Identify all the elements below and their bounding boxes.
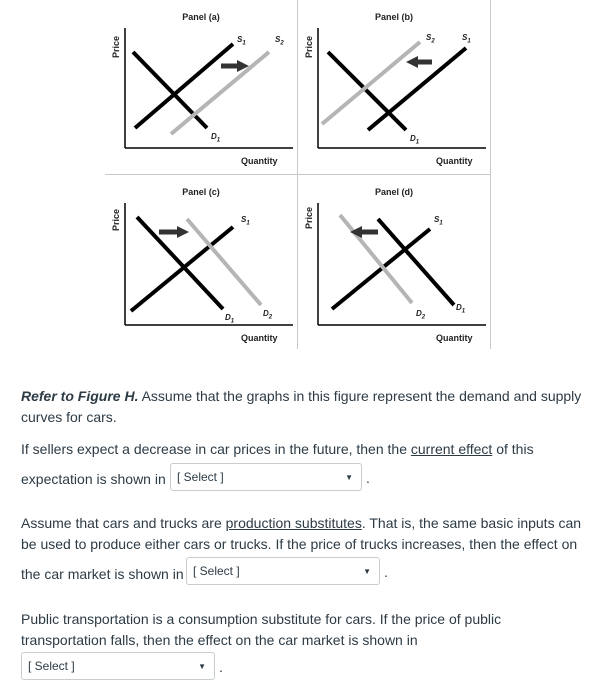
panel-d [298, 175, 491, 349]
curve-label: $D_1$ [225, 313, 235, 325]
question-2-line3: the car market is shown in [21, 566, 184, 582]
question-2-line2: be used to produce either cars or trucks. If the price of trucks increases, then the effect on [21, 536, 578, 552]
curve-label: $S_1$ [237, 35, 246, 47]
supply-curve-s1 [332, 229, 430, 309]
curve-label: $D_1$ [410, 134, 420, 146]
y-axis-label: Price [111, 35, 121, 58]
demand-curve-d2 [340, 215, 412, 303]
x-axis-label: Quantity [241, 333, 278, 343]
curve-label: $S_2$ [275, 35, 284, 47]
intro-text: Assume that the graphs in this figure represent the demand and supply [138, 388, 582, 404]
chevron-down-icon: ▼ [363, 567, 371, 576]
y-axis-label: Price [304, 35, 314, 58]
panel-a [105, 0, 298, 175]
curve-label: $D_2$ [416, 309, 426, 321]
curve-label: $D_1$ [211, 132, 221, 144]
x-axis-label: Quantity [436, 156, 473, 166]
current-effect-term: current effect [410, 441, 493, 457]
panel-b-graph [298, 0, 490, 174]
curve-label: $S_1$ [462, 33, 471, 45]
period: . [384, 564, 388, 580]
question-2-line1 [21, 513, 581, 534]
production-substitutes-term: production substitutes [225, 515, 362, 531]
question-1-line2: expectation is shown in [21, 471, 166, 487]
supply-curve-s2 [171, 52, 269, 134]
panel-title: Panel (a) [182, 12, 220, 22]
period: . [219, 659, 223, 675]
panel-c [105, 175, 298, 349]
question-3-line1: Public transportation is a consumption substitute for cars. If the price of public [21, 611, 502, 627]
figure-reference: Refer to Figure H. [21, 388, 139, 404]
shift-arrow-left-icon [406, 56, 418, 68]
panel-title: Panel (b) [374, 12, 413, 22]
question-3-select[interactable] [21, 652, 215, 680]
select-value: [ Select ] [193, 564, 240, 578]
panel-title: Panel (c) [182, 187, 220, 197]
curve-label: $S_1$ [434, 215, 443, 227]
chevron-down-icon: ▼ [345, 473, 353, 482]
supply-curve-s1 [131, 227, 233, 311]
x-axis-label: Quantity [241, 156, 278, 166]
panel-b [298, 0, 491, 175]
chevron-down-icon: ▼ [198, 662, 206, 671]
text-span: . That is, the same basic inputs can [361, 515, 582, 531]
question-2-select[interactable] [186, 557, 380, 585]
text-span: If sellers expect a decrease in car prices in the future, then the [21, 441, 411, 457]
panel-d-graph [298, 175, 490, 349]
question-1-intro-line2: curves for cars. [21, 409, 117, 425]
select-value: [ Select ] [28, 659, 75, 673]
demand-curve-d1 [133, 52, 207, 128]
question-1-select[interactable] [170, 463, 362, 491]
panel-a-graph [105, 0, 297, 174]
text-span: of this [492, 441, 534, 457]
question-1-intro [21, 386, 581, 407]
period: . [366, 470, 370, 486]
y-axis-label: Price [111, 208, 121, 231]
x-axis-label: Quantity [436, 333, 473, 343]
curve-label: $S_2$ [426, 33, 435, 45]
question-3-line2: transportation falls, then the effect on the car market is shown in [21, 632, 418, 648]
panel-c-graph [105, 175, 297, 349]
text-span: Assume that cars and trucks are [21, 515, 226, 531]
curve-label: $D_1$ [456, 303, 466, 315]
supply-curve-s2 [322, 42, 420, 124]
curve-label: $S_1$ [241, 215, 250, 227]
supply-curve-s1 [135, 44, 233, 128]
select-value: [ Select ] [177, 470, 224, 484]
figure-h [105, 0, 495, 350]
panel-title: Panel (d) [374, 187, 413, 197]
y-axis-label: Price [304, 206, 314, 229]
shift-arrow-right-icon [177, 226, 189, 238]
question-1-line1 [21, 439, 534, 460]
curve-label: $D_2$ [263, 309, 273, 321]
